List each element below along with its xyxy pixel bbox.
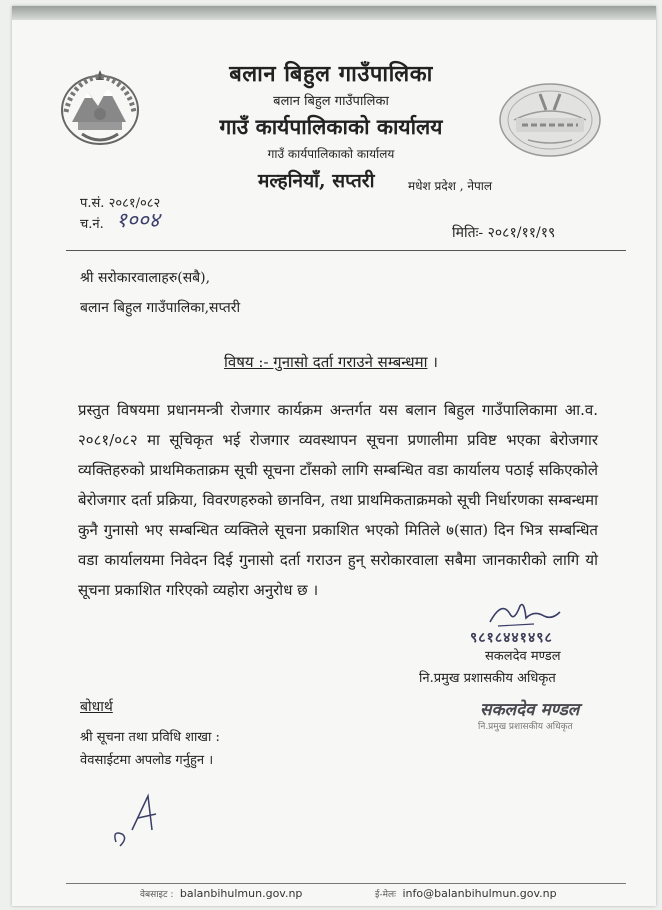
subject-line bbox=[0, 352, 662, 372]
website-link[interactable]: balanbihulmun.gov.np bbox=[179, 887, 303, 900]
subject-label: विषय :- गुनासो दर्ता गराउने सम्बन्धमा bbox=[224, 353, 428, 371]
signature-number: ९८१८४४१४९८ bbox=[470, 630, 553, 646]
letter-body: प्रस्तुत विषयमा प्रधानमन्त्री रोजगार कार्यक्रम अन्तर्गत यस बलान बिहुल गाउँपालिकामा आ.व. २०८१/०८२ मा सूचिकृत भई रोजगार व्यवस्थापन सूचना प्रणालीमा प्रविष्ट भएका बेरोजगार व्यक्तिहरुको प्राथमिकताक्रम सूची सूचना टाँसको लागि सम्बन्धित वडा कार्यालय पठाई सकिएकोले बेरोजगार दर्ता प्रक्रिया, विवरणहरुको छानविन, तथा प्राथमिकताक्रमको सूची निर्धारणका सम्बन्धमा कुनै गुनासो भए सम्बन्धित व्यक्तिले सूचना प्रकाशित भएको मितिले ७(सात) दिन भित्र सम्बन्धित वडा कार्यालयमा निवेदन दिई गुनासो दर्ता गराउन हुन् सरोकारवाला सबैमा जानकारीको लागि यो सूचना प्रकाशित गरिएको व्यहोरा अनुरोध छ । bbox=[78, 401, 598, 599]
letter-date: मितिः- २०८१/११/१९ bbox=[452, 225, 556, 241]
email-label: ई-मेलः bbox=[375, 890, 396, 900]
stamp-title: नि.प्रमुख प्रशासकीय अधिकृत bbox=[478, 722, 573, 732]
province: मधेश प्रदेश , नेपाल bbox=[408, 179, 493, 193]
subject-end: । bbox=[432, 353, 438, 371]
website-label: वेबसाइट : bbox=[140, 890, 174, 900]
handwritten-initials-icon bbox=[108, 790, 168, 852]
footer-website[interactable] bbox=[140, 887, 302, 900]
footer-email[interactable] bbox=[375, 887, 557, 900]
org-name: बलान बिहुल गाउँपालिका bbox=[229, 61, 433, 87]
cn-number: १००४ bbox=[116, 208, 160, 232]
cc-heading bbox=[80, 697, 113, 716]
office-name-alt: गाउँ कार्यपालिकाको कार्यालय bbox=[267, 147, 395, 161]
signatory-name: सकलदेव मण्डल bbox=[485, 649, 561, 664]
ps-number: प.सं. २०८१/०८२ bbox=[80, 196, 161, 211]
org-name-alt: बलान बिहुल गाउँपालिका bbox=[273, 94, 389, 109]
cc-line-2: वेवसाईटमा अपलोड गर्नुहुन । bbox=[80, 753, 214, 768]
office-name: गाउँ कार्यपालिकाको कार्यालय bbox=[219, 114, 443, 139]
cc-line-1: श्री सूचना तथा प्रविधि शाखा : bbox=[80, 730, 220, 745]
recipient-line-2: बलान बिहुल गाउँपालिका,सप्तरी bbox=[80, 300, 241, 316]
header-divider bbox=[66, 250, 626, 251]
office-place: मल्हनियाँ, सप्तरी bbox=[258, 170, 375, 192]
recipient-line-1: श्री सरोकारवालाहरु(सबै), bbox=[80, 270, 211, 286]
scan-top-band bbox=[12, 6, 656, 20]
stamp-name: सकलदेव मण्डल bbox=[480, 700, 580, 720]
handwritten-signature-icon bbox=[484, 596, 564, 632]
cn-label: च.नं. bbox=[80, 217, 104, 232]
signatory-title: नि.प्रमुख प्रशासकीय अधिकृत bbox=[419, 671, 556, 686]
footer-divider bbox=[66, 883, 626, 884]
email-link[interactable]: info@balanbihulmun.gov.np bbox=[402, 887, 557, 900]
cc-heading-text: बोधार्थ bbox=[80, 699, 113, 715]
